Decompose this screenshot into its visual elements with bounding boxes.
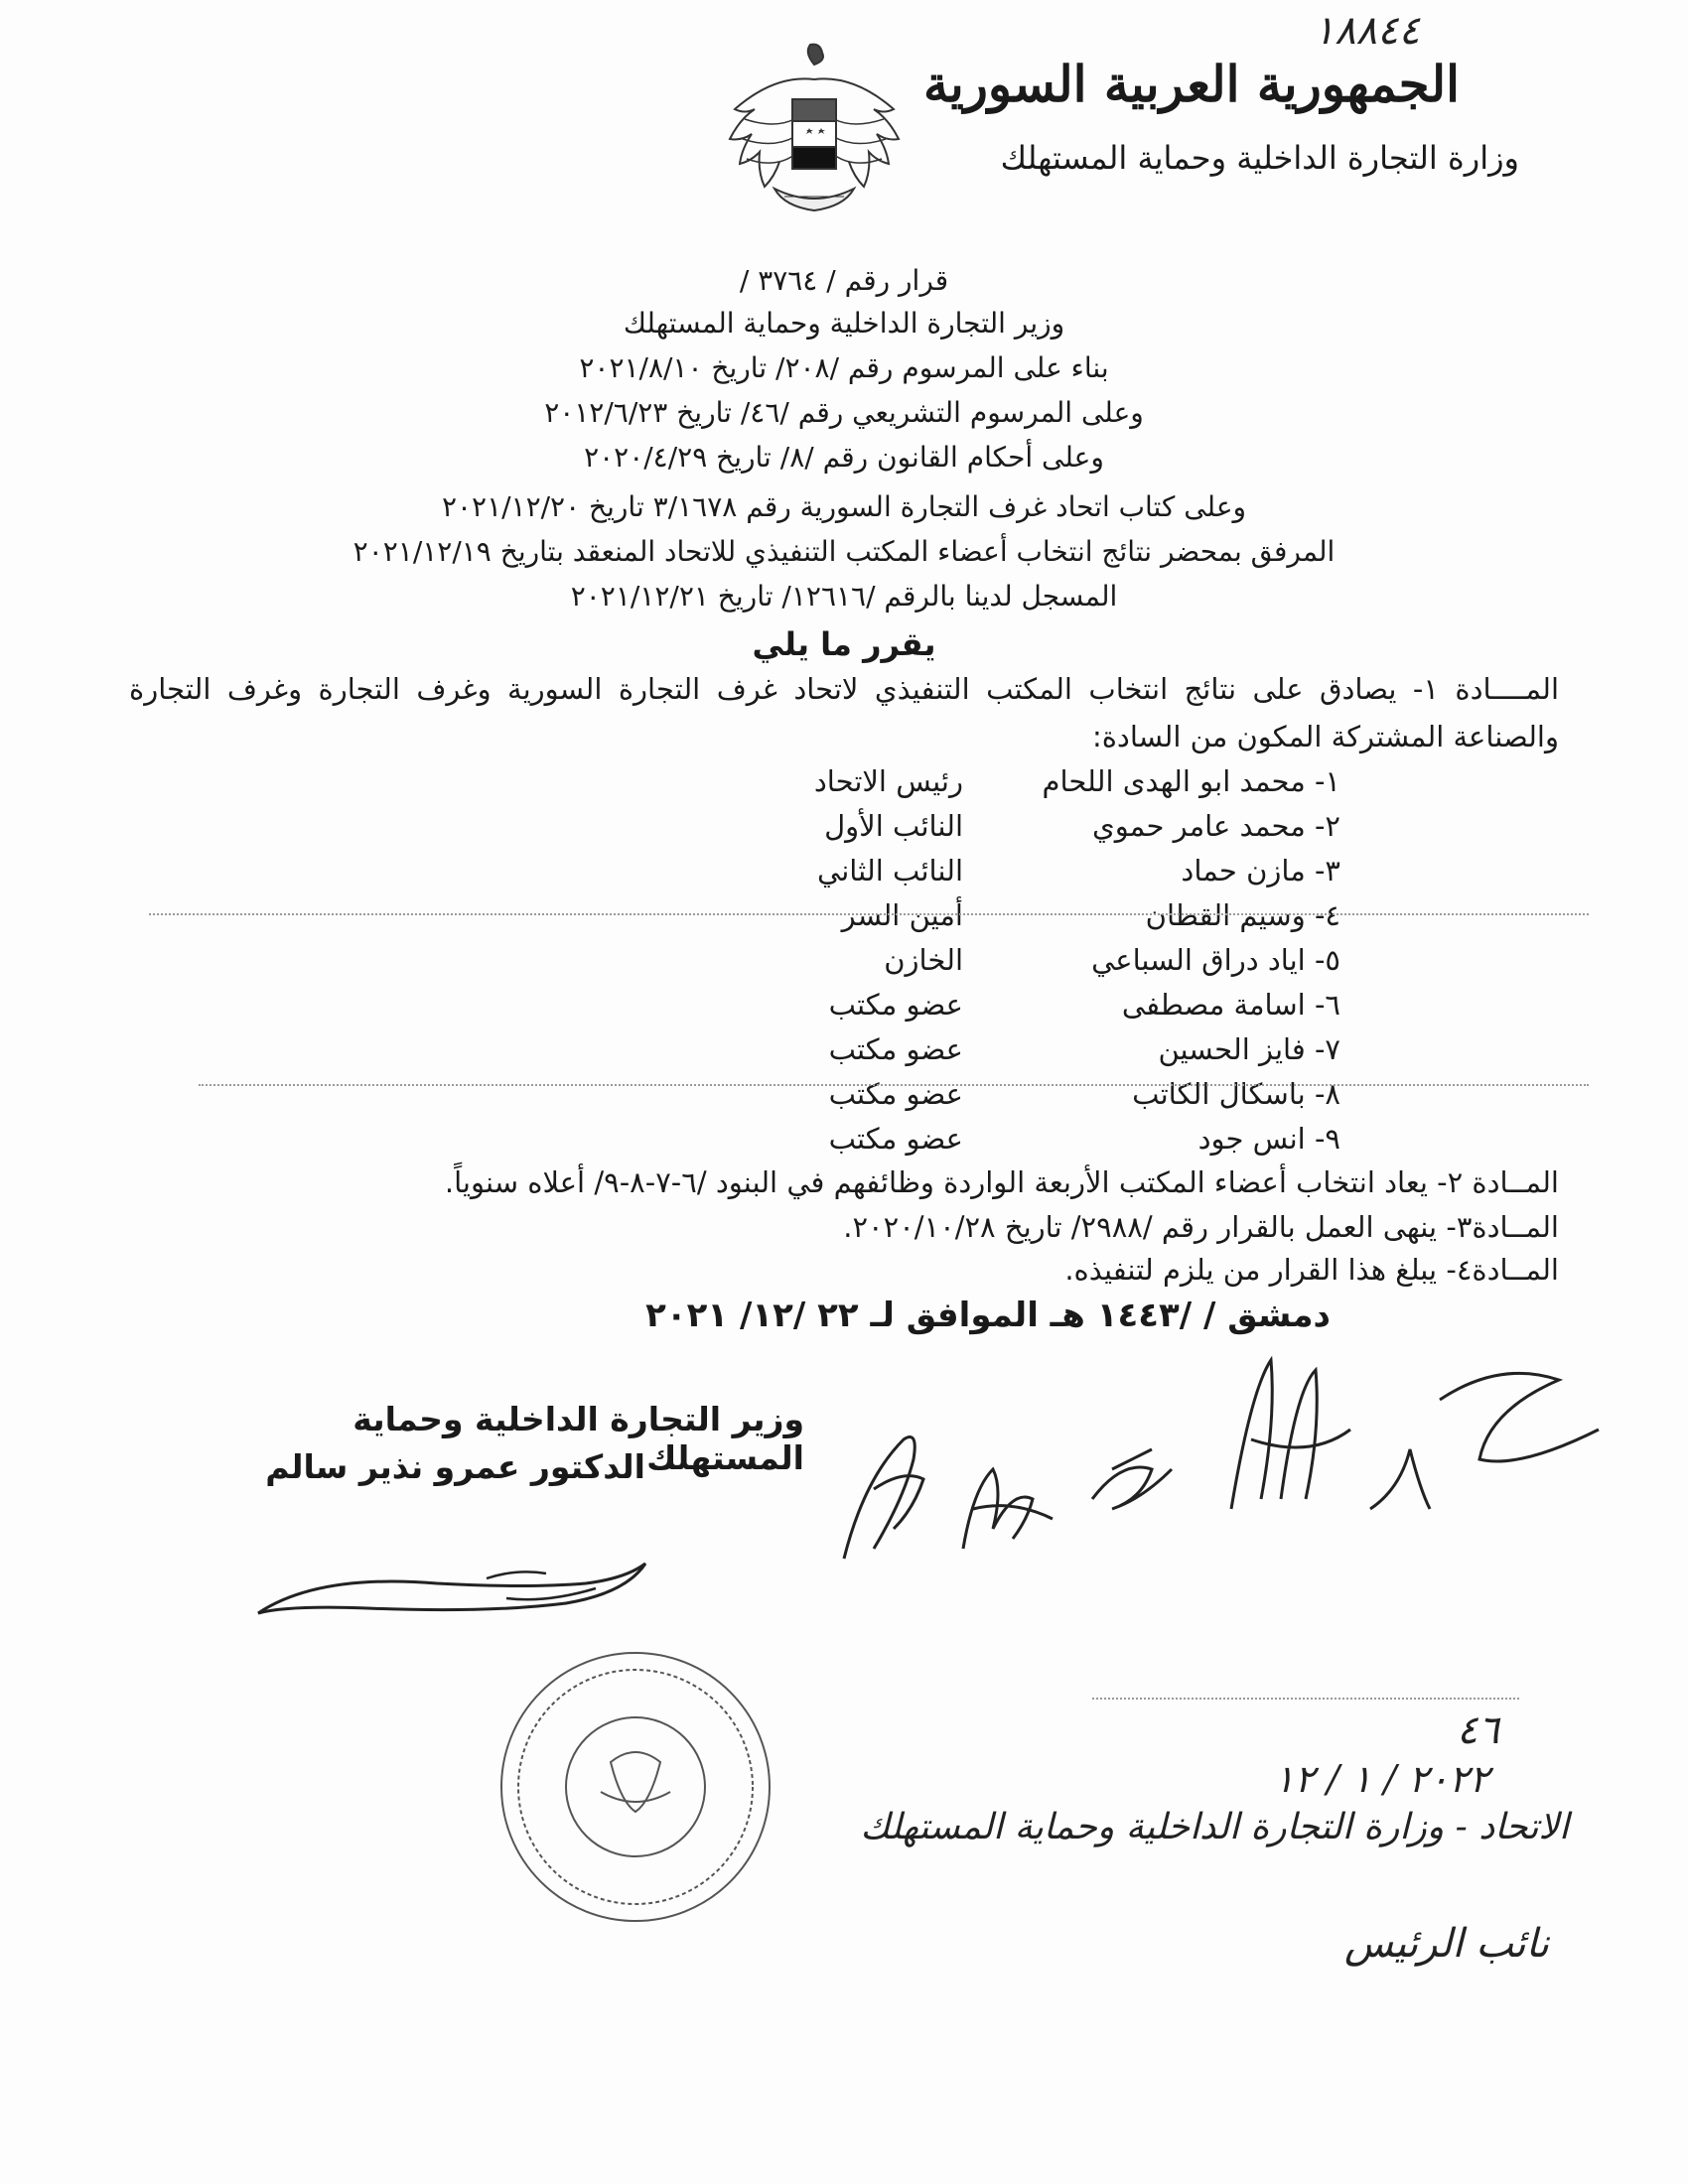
minister-signature xyxy=(248,1544,665,1643)
preamble-line: المرفق بمحضر نتائج انتخاب أعضاء المكتب التنفيذي للاتحاد المنعقد بتاريخ ٢٠٢١/١٢/١٩ xyxy=(352,535,1336,568)
scan-artifact-line xyxy=(149,913,1589,915)
signatory-name: الدكتور عمرو نذير سالم xyxy=(265,1447,645,1486)
article-2: المــادة ٢- يعاد انتخاب أعضاء المكتب الأربعة الواردة وظائفهم في البنود /٦-٧-٨-٩/ أعلاه سنوياً. xyxy=(444,1165,1559,1199)
article-1: المــــادة ١- يصادق على نتائج انتخاب المكتب التنفيذي لاتحاد غرف التجارة السورية وغرف التجارة وغرف التجارة والصناعة المشتركة المكون من السادة: xyxy=(129,672,1559,753)
member-name: ٥- اياد دراق السباعي xyxy=(1091,943,1340,977)
member-role: النائب الثاني xyxy=(817,854,963,887)
list-item xyxy=(546,1117,1340,1161)
member-name: ٤- وسيم القطان xyxy=(1145,898,1340,932)
member-name: ٦- اسامة مصطفى xyxy=(1121,988,1340,1022)
members-list xyxy=(546,759,1340,1161)
list-item xyxy=(546,1072,1340,1117)
official-seal xyxy=(492,1643,779,1931)
republic-title: الجمهورية العربية السورية xyxy=(923,55,1460,113)
member-name: ٧- فايز الحسين xyxy=(1158,1032,1340,1066)
handwritten-received-date: ٢٠٢٢ / ١ / ١٢ xyxy=(1274,1757,1489,1801)
minister-title-line: وزير التجارة الداخلية وحماية المستهلك xyxy=(623,307,1065,340)
member-name: ٩- انس جود xyxy=(1197,1122,1340,1156)
handwritten-note-line: نائب الرئيس xyxy=(1343,1921,1549,1967)
list-item xyxy=(546,759,1340,804)
list-item xyxy=(546,938,1340,983)
member-role: أمين السر xyxy=(841,898,963,932)
list-item xyxy=(546,804,1340,849)
article-3: المــادة٣- ينهى العمل بالقرار رقم /٢٩٨٨/ تاريخ ٢٠٢٠/١٠/٢٨. xyxy=(843,1210,1559,1244)
list-item xyxy=(546,893,1340,938)
member-role: الخازن xyxy=(884,943,963,977)
member-role: عضو مكتب xyxy=(828,1122,963,1156)
scan-artifact-line xyxy=(199,1084,1589,1086)
date-line: دمشق / /١٤٤٣ هـ الموافق لـ ٢٢ /١٢/ ٢٠٢١ xyxy=(645,1296,1331,1335)
list-item xyxy=(546,983,1340,1027)
handwritten-received-number: ٤٦ xyxy=(1457,1707,1499,1753)
signatory-title: وزير التجارة الداخلية وحماية المستهلك xyxy=(352,1400,804,1477)
preamble-line: بناء على المرسوم رقم /٢٠٨/ تاريخ ٢٠٢١/٨/١٠ xyxy=(579,351,1109,384)
member-role: عضو مكتب xyxy=(828,1032,963,1066)
member-name: ٣- مازن حماد xyxy=(1181,854,1340,887)
ministry-name: وزارة التجارة الداخلية وحماية المستهلك xyxy=(1000,139,1519,177)
preamble-line: وعلى كتاب اتحاد غرف التجارة السورية رقم ٣/١٦٧٨ تاريخ ٢٠٢١/١٢/٢٠ xyxy=(441,490,1247,523)
member-role: رئيس الاتحاد xyxy=(813,764,963,798)
handwritten-note-line: الاتحاد - وزارة التجارة الداخلية وحماية المستهلك xyxy=(860,1807,1569,1847)
preamble-line: المسجل لدينا بالرقم /١٢٦١٦/ تاريخ ٢٠٢١/١٢/٢١ xyxy=(570,580,1118,613)
list-item xyxy=(546,849,1340,893)
handwritten-reference-number: ١٨٨٤٤ xyxy=(1313,8,1420,54)
handwritten-signatures xyxy=(814,1360,1609,1588)
member-role: عضو مكتب xyxy=(828,988,963,1022)
article-4: المــادة٤- يبلغ هذا القرار من يلزم لتنفيذه. xyxy=(1064,1253,1559,1287)
member-name: ١- محمد ابو الهدى اللحام xyxy=(1042,764,1340,798)
preamble-line: وعلى المرسوم التشريعي رقم /٤٦/ تاريخ ٢٠١٢/٦/٢٣ xyxy=(544,396,1144,429)
decision-number: قرار رقم / ٣٧٦٤ / xyxy=(739,264,949,297)
decides-heading: يقرر ما يلي xyxy=(752,625,936,663)
preamble-line: وعلى أحكام القانون رقم /٨/ تاريخ ٢٠٢٠/٤/٢٩ xyxy=(584,441,1104,474)
member-role: عضو مكتب xyxy=(828,1077,963,1111)
member-name: ٢- محمد عامر حموي xyxy=(1092,809,1340,843)
scan-artifact-line xyxy=(1092,1698,1519,1700)
list-item xyxy=(546,1027,1340,1072)
member-role: النائب الأول xyxy=(824,809,963,843)
member-name: ٨- باسكال الكاتب xyxy=(1132,1077,1340,1111)
